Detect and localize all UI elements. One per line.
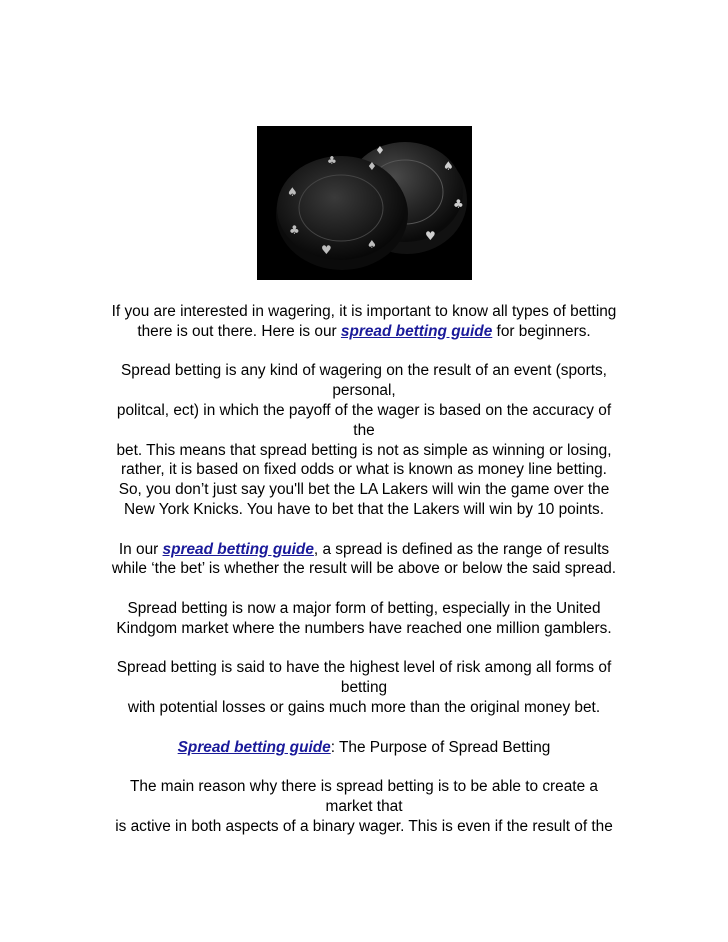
svg-text:♣: ♣: [453, 197, 464, 211]
text-line: [70, 381, 658, 401]
text-line: [70, 302, 658, 322]
text-segment: So, you don’t just say you'll bet the LA Lakers will win the game over the: [118, 481, 610, 499]
text-segment: for beginners.: [492, 322, 591, 340]
text-line: [70, 540, 658, 560]
svg-text:♣: ♣: [289, 223, 300, 237]
text-segment: If you are interested in wagering, it is important to know all types of betting: [111, 303, 617, 320]
text-segment: market that: [325, 797, 403, 815]
text-line: [70, 460, 658, 480]
text-line: [70, 698, 658, 718]
svg-text:♠: ♠: [367, 238, 377, 251]
article-body: [70, 302, 658, 837]
text-segment: with potential losses or gains much more than the original money bet.: [127, 698, 601, 716]
text-line: [70, 361, 658, 381]
spread-betting-guide-link[interactable]: spread betting guide: [162, 540, 314, 558]
spread-betting-guide-link[interactable]: spread betting guide: [340, 322, 493, 340]
text-line: [70, 797, 658, 817]
text-segment: In our: [118, 540, 163, 558]
text-line: [70, 599, 658, 619]
text-segment: New York Knicks. You have to bet that the Lakers will win by 10 points.: [124, 500, 604, 518]
paragraph-gap: [70, 639, 658, 659]
text-segment: betting: [340, 679, 388, 697]
svg-text:♥: ♥: [425, 229, 436, 243]
text-segment: there is out there. Here is our: [137, 322, 341, 340]
text-line: [70, 441, 658, 461]
paragraph-gap: [70, 520, 658, 540]
text-line: [70, 401, 658, 421]
text-segment: Spread betting is said to have the highest level of risk among all forms of: [116, 659, 612, 677]
text-line: [70, 619, 658, 639]
text-segment: The main reason why there is spread betting is to be able to create a: [130, 778, 598, 796]
paragraph-gap: [70, 579, 658, 599]
text-segment: the: [353, 421, 375, 439]
text-segment: while ‘the bet’ is whether the result will be above or below the said spread.: [111, 560, 617, 578]
poker-chips-image: [257, 126, 472, 280]
text-segment: , a spread is defined as the range of results: [313, 540, 610, 558]
svg-text:♠: ♠: [287, 185, 298, 199]
text-line: [70, 817, 658, 837]
text-line: [70, 658, 658, 678]
text-line: [70, 559, 658, 579]
text-segment: politcal, ect) in which the payoff of the wager is based on the accuracy of: [116, 401, 612, 419]
poker-chips-illustration: [257, 126, 472, 280]
svg-text:♣: ♣: [327, 154, 337, 167]
svg-text:♥: ♥: [321, 243, 332, 257]
paragraph-gap: [70, 342, 658, 362]
text-line: [70, 500, 658, 520]
text-line: [70, 421, 658, 441]
text-segment: bet. This means that spread betting is not as simple as winning or losing,: [116, 441, 612, 459]
text-segment: Spread betting is now a major form of betting, especially in the United: [127, 599, 601, 617]
svg-text:♠: ♠: [443, 159, 454, 173]
text-segment: Spread betting is any kind of wagering on the result of an event (sports,: [121, 362, 607, 380]
text-line: [70, 678, 658, 698]
text-line: [70, 322, 658, 342]
text-segment: Kindgom market where the numbers have reached one million gamblers.: [116, 619, 612, 637]
svg-text:♦: ♦: [367, 160, 377, 173]
text-line: [70, 777, 658, 797]
text-line: [70, 480, 658, 500]
spread-betting-guide-link[interactable]: Spread betting guide: [177, 738, 331, 756]
paragraph-gap: [70, 757, 658, 777]
text-segment: : The Purpose of Spread Betting: [330, 738, 551, 756]
text-line: [70, 738, 658, 758]
paragraph-gap: [70, 718, 658, 738]
text-segment: rather, it is based on fixed odds or what is known as money line betting.: [121, 461, 607, 479]
text-segment: personal,: [332, 382, 396, 400]
svg-text:♦: ♦: [375, 144, 385, 157]
text-segment: is active in both aspects of a binary wager. This is even if the result of the: [115, 817, 613, 835]
